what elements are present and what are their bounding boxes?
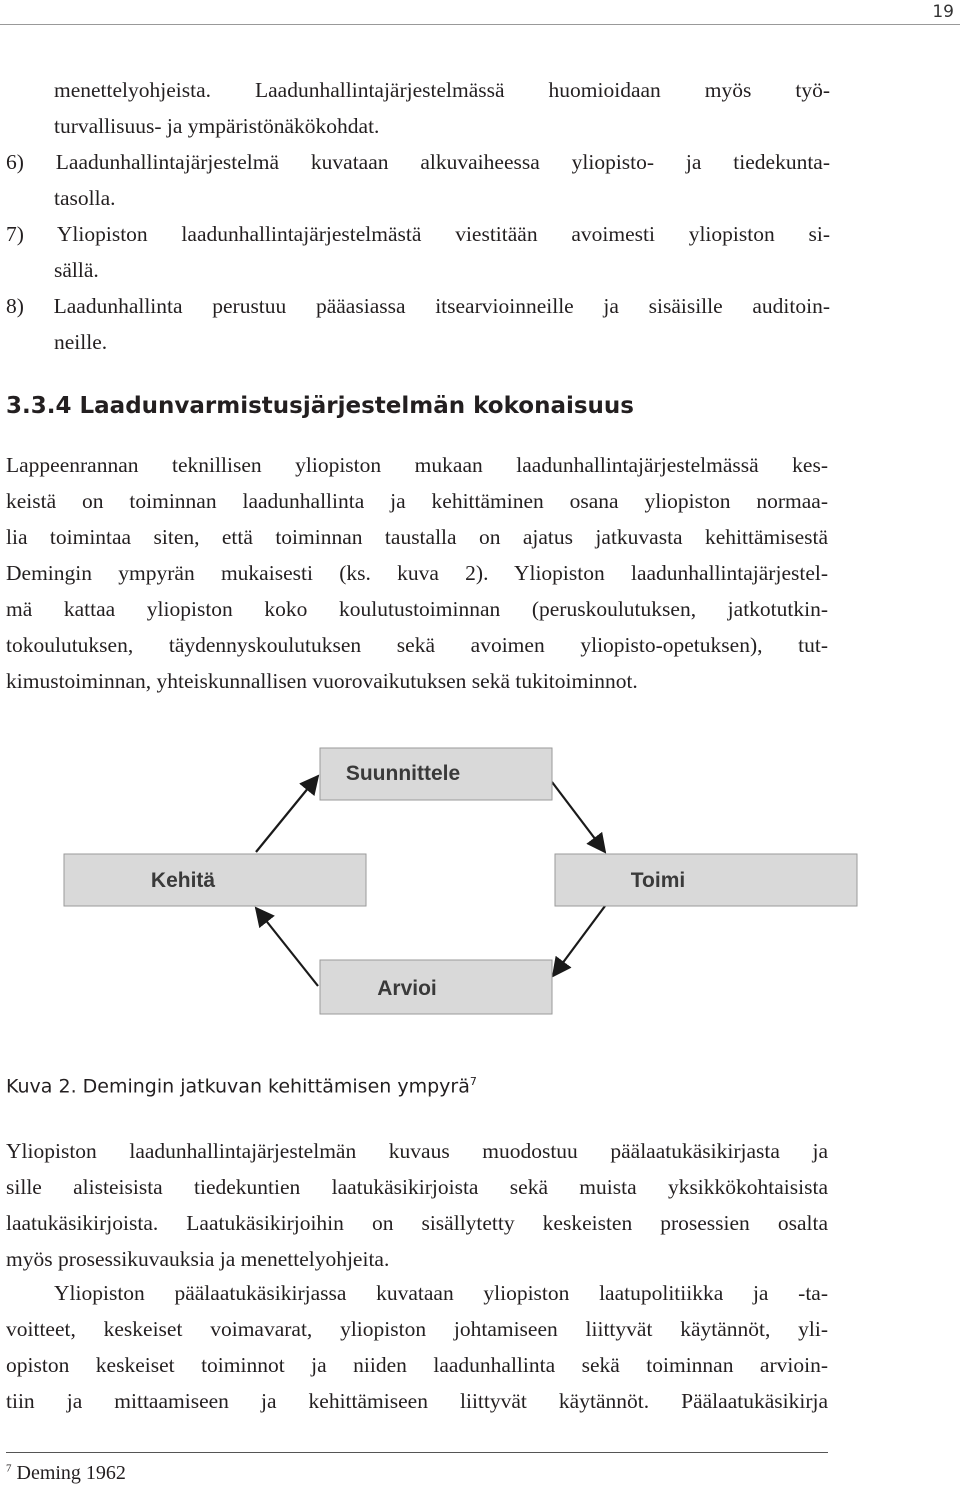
paragraph-line: lia toimintaa siten, että toiminnan taustalla on ajatus jatkuvasta kehittämisestä xyxy=(6,525,828,549)
list-line: sällä. xyxy=(54,258,99,282)
paragraph-line: mä kattaa yliopiston koko koulutustoiminnan (peruskoulutuksen, jatkotutkin- xyxy=(6,597,828,621)
paragraph-line: keistä on toiminnan laadunhallinta ja kehittäminen osana yliopiston normaa- xyxy=(6,489,828,513)
footnote-number: 7 xyxy=(6,1462,12,1475)
paragraph-2 xyxy=(6,1133,828,1277)
paragraph-line: voitteet, keskeiset voimavarat, yliopiston johtamiseen liittyvät käytännöt, yli- xyxy=(6,1317,828,1341)
paragraph-line: sille alisteisista tiedekuntien laatukäsikirjoista sekä muista yksikkökohtaisista xyxy=(6,1175,828,1199)
list-line: turvallisuus- ja ympäristönäkökohdat. xyxy=(54,114,380,138)
paragraph-1 xyxy=(6,447,828,699)
arrow-plan-to-do xyxy=(552,782,605,852)
box-act-label: Kehitä xyxy=(150,869,216,892)
box-check xyxy=(320,960,552,1014)
deming-cycle-diagram xyxy=(0,730,960,1050)
arrow-act-to-plan xyxy=(256,776,318,852)
box-do xyxy=(555,854,857,906)
paragraph-line: tiin ja mittaamiseen ja kehittämiseen liittyvät käytännöt. Päälaatukäsikirja xyxy=(6,1389,828,1413)
paragraph-line: kimustoiminnan, yhteiskunnallisen vuorovaikutuksen sekä tukitoiminnot. xyxy=(6,669,638,693)
paragraph-line: opiston keskeiset toiminnot ja niiden laadunhallinta sekä toiminnan arvioin- xyxy=(6,1353,828,1377)
box-act xyxy=(64,854,366,906)
numbered-list xyxy=(6,72,830,360)
list-line: tasolla. xyxy=(54,186,116,210)
figure-caption xyxy=(6,1075,477,1097)
list-line: neille. xyxy=(54,330,108,354)
box-do-label: Toimi xyxy=(630,869,686,892)
footnote xyxy=(6,1462,126,1485)
figure-caption-text: Kuva 2. Demingin jatkuvan kehittämisen ympyrä xyxy=(6,1075,470,1098)
footnote-reference[interactable]: 7 xyxy=(469,1075,477,1088)
footnote-text: Deming 1962 xyxy=(16,1462,126,1484)
arrow-do-to-check xyxy=(553,906,605,976)
box-check-label: Arvioi xyxy=(377,977,437,1000)
paragraph-line: laatukäsikirjoista. Laatukäsikirjoihin on sisällytetty keskeisten prosessien osalta xyxy=(6,1211,828,1235)
footnote-rule xyxy=(6,1452,828,1453)
paragraph-line: Yliopiston laadunhallintajärjestelmän kuvaus muodostuu päälaatukäsikirjasta ja xyxy=(6,1139,828,1163)
box-plan-label: Suunnittele xyxy=(345,762,461,785)
header-rule xyxy=(0,24,960,25)
section-heading: 3.3.4 Laadunvarmistusjärjestelmän kokonaisuus xyxy=(6,393,634,419)
page-number: 19 xyxy=(932,2,954,22)
paragraph-line: Yliopiston päälaatukäsikirjassa kuvataan yliopiston laatupolitiikka ja -ta- xyxy=(54,1281,828,1305)
paragraph-3 xyxy=(6,1275,828,1419)
list-line: menettelyohjeista. Laadunhallintajärjestelmässä huomioidaan myös työ- xyxy=(54,78,830,102)
list-item-8: 8) Laadunhallinta perustuu pääasiassa itsearvioinneille ja sisäisille auditoin- xyxy=(6,294,830,318)
paragraph-line: myös prosessikuvauksia ja menettelyohjeita. xyxy=(6,1247,390,1271)
list-item-7: 7) Yliopiston laadunhallintajärjestelmästä viestitään avoimesti yliopiston si- xyxy=(6,222,830,246)
arrow-check-to-act xyxy=(256,908,318,986)
list-item-6: 6) Laadunhallintajärjestelmä kuvataan alkuvaiheessa yliopisto- ja tiedekunta- xyxy=(6,150,830,174)
box-plan xyxy=(320,748,552,800)
paragraph-line: Demingin ympyrän mukaisesti (ks. kuva 2). Yliopiston laadunhallintajärjestel- xyxy=(6,561,828,585)
paragraph-line: Lappeenrannan teknillisen yliopiston mukaan laadunhallintajärjestelmässä kes- xyxy=(6,453,828,477)
paragraph-line: tokoulutuksen, täydennyskoulutuksen sekä avoimen yliopisto-opetuksen), tut- xyxy=(6,633,828,657)
